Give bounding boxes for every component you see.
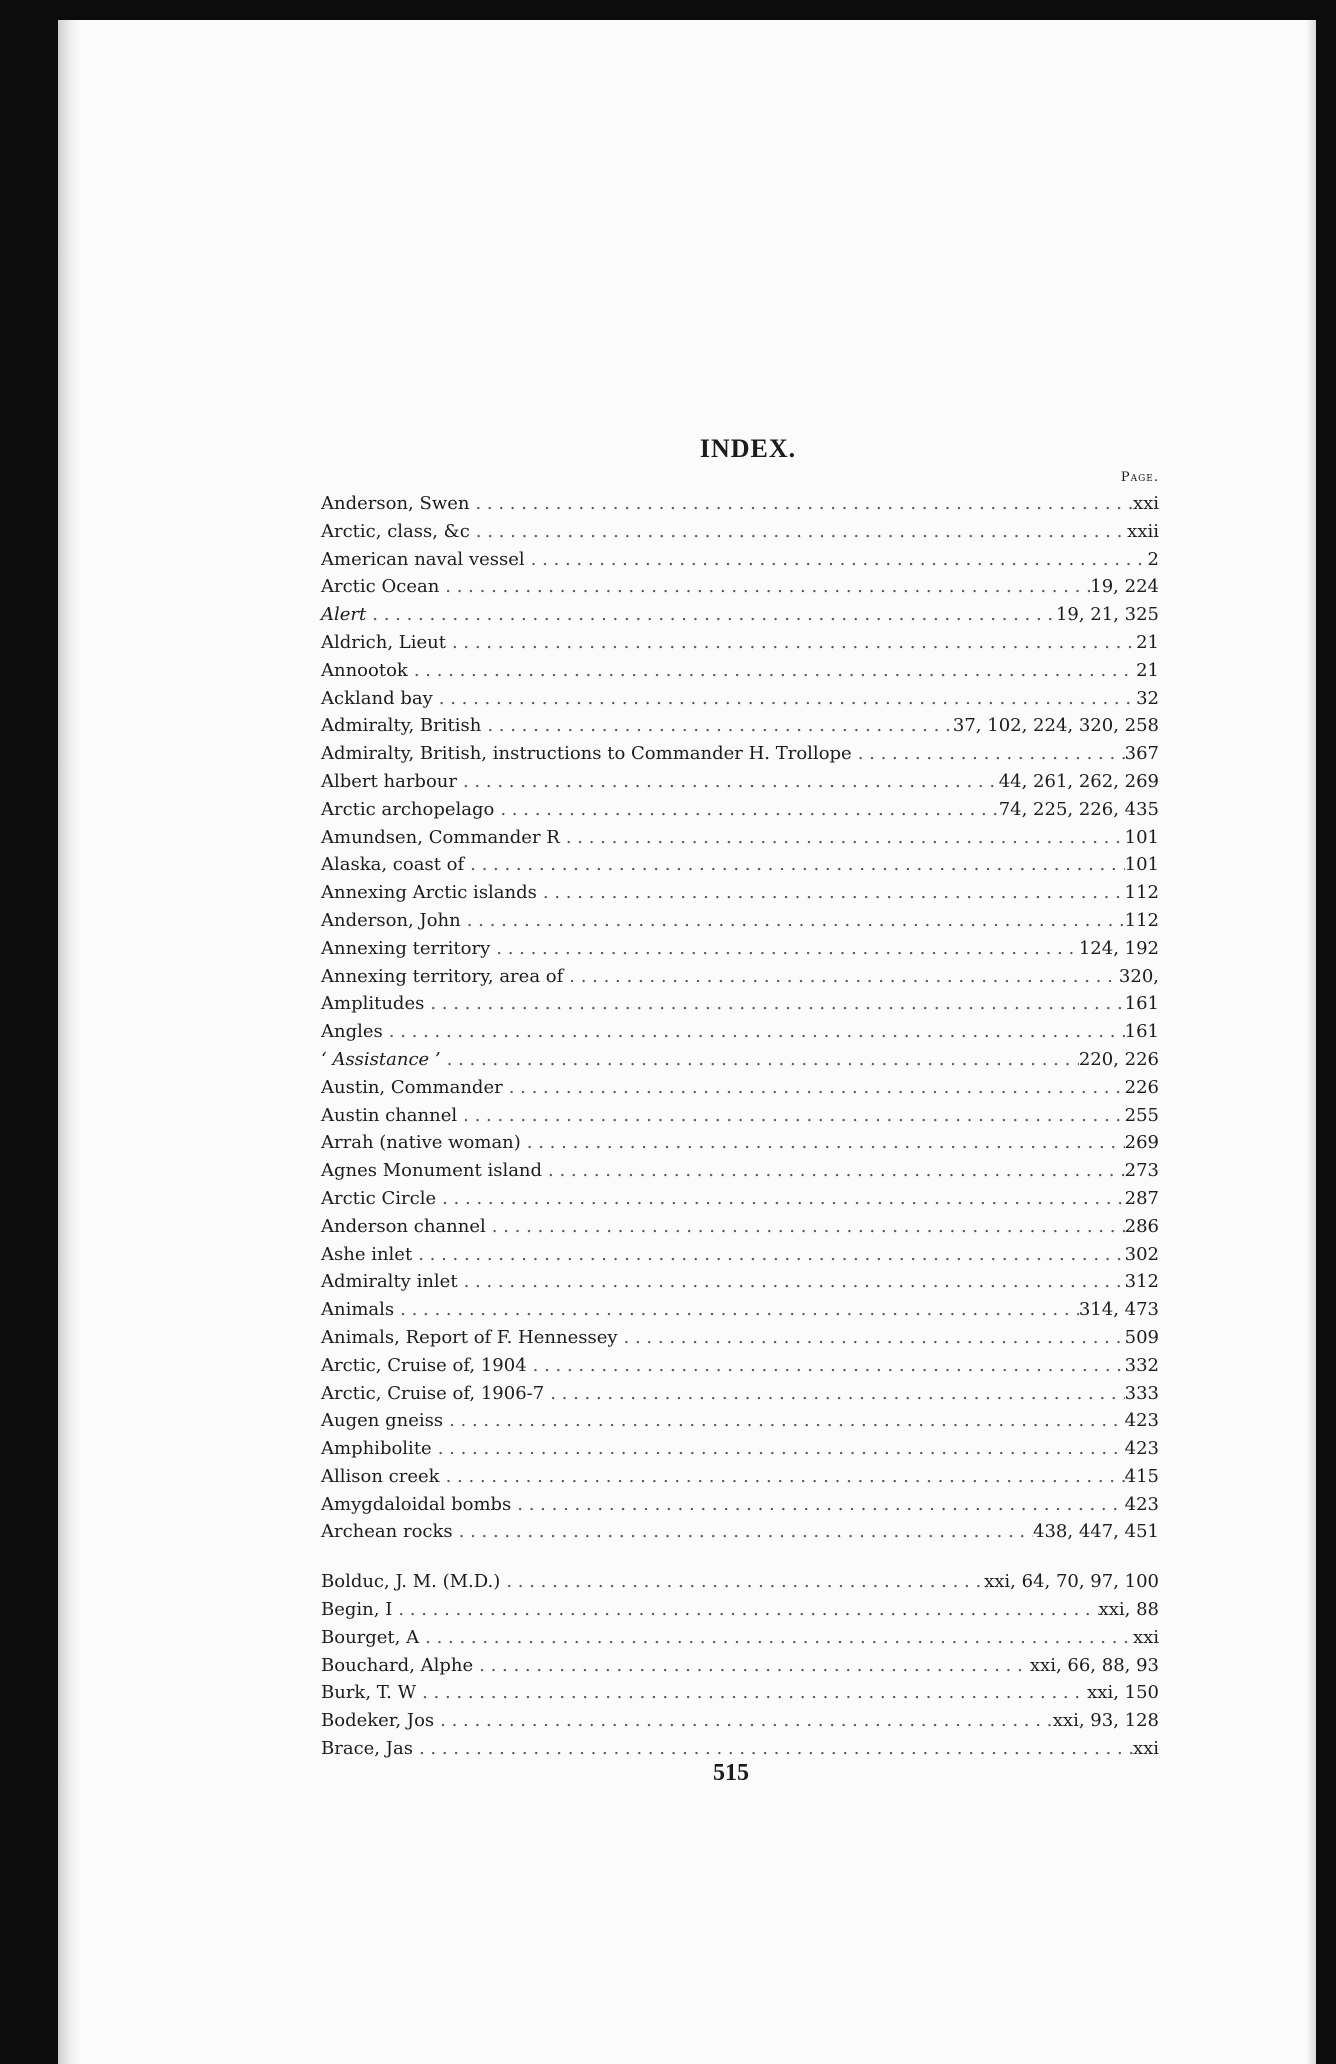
dot-leader — [412, 1241, 1124, 1269]
entry-name: Austin channel — [321, 1104, 458, 1126]
entry-name: Amygdaloidal bombs — [321, 1493, 512, 1515]
entry-name: Annootok — [321, 659, 408, 681]
index-entry — [263, 685, 1163, 713]
index-entry — [263, 1268, 1163, 1296]
entry-name: Admiralty, British — [321, 715, 482, 737]
dot-leader — [486, 1213, 1125, 1241]
index-entry — [263, 1518, 1163, 1546]
index-entry — [263, 907, 1163, 935]
entry-name: Ackland bay — [321, 687, 433, 709]
entry-name: Ashe inlet — [321, 1243, 413, 1265]
entry-name: Annexing territory — [321, 937, 491, 959]
entry-pages: 287 — [1124, 1187, 1159, 1209]
index-entry — [263, 1463, 1163, 1491]
entry-name: Arctic, Cruise of, 1906-7 — [321, 1382, 545, 1404]
entry-pages: 124, 192 — [1078, 937, 1159, 959]
page-number: 515 — [713, 1760, 749, 1786]
book-page — [58, 20, 1316, 2064]
index-entry — [263, 1157, 1163, 1185]
page-column-header: Page. — [1120, 470, 1159, 485]
entry-pages: xxi, 66, 88, 93 — [1029, 1654, 1159, 1676]
entry-name: Admiralty inlet — [321, 1271, 458, 1293]
dot-leader — [503, 1074, 1125, 1102]
entry-pages: 367 — [1124, 743, 1159, 765]
entry-pages: 112 — [1124, 882, 1159, 904]
entry-name: Agnes Monument island — [321, 1160, 543, 1182]
dot-leader — [436, 1185, 1125, 1213]
dot-leader — [852, 740, 1125, 768]
entry-pages: 2 — [1147, 548, 1159, 570]
entry-name: Arctic archopelago — [321, 798, 495, 820]
index-entry — [263, 1596, 1163, 1624]
dot-leader — [440, 1463, 1125, 1491]
index-entry — [263, 1213, 1163, 1241]
dot-leader — [560, 824, 1125, 852]
dot-leader — [383, 1018, 1125, 1046]
entry-pages: xxi — [1132, 493, 1159, 514]
dot-leader — [446, 629, 1136, 657]
entry-name: Aldrich, Lieut — [321, 631, 446, 653]
entry-name: Bolduc, J. M. (M.D.) — [321, 1571, 501, 1593]
entry-name: Archean rocks — [321, 1521, 453, 1543]
entry-pages: xxi, 88 — [1098, 1599, 1159, 1621]
index-entry — [263, 1352, 1163, 1380]
entry-pages: 220, 226 — [1078, 1048, 1159, 1070]
entry-name: Arrah (native woman) — [321, 1132, 521, 1154]
entry-pages: 312 — [1124, 1271, 1159, 1293]
entry-name: Bodeker, Jos — [321, 1710, 435, 1732]
page-edge-shadow — [1306, 20, 1316, 2064]
entry-pages: 269 — [1124, 1132, 1159, 1154]
entry-name: Arctic Ocean — [321, 576, 440, 598]
index-entry — [263, 1380, 1163, 1408]
index-content — [263, 432, 1163, 1763]
entry-pages: 19, 224 — [1090, 576, 1159, 598]
section-gap — [263, 1546, 1163, 1568]
dot-leader — [527, 1352, 1125, 1380]
index-entry — [263, 1129, 1163, 1157]
index-entry — [263, 1491, 1163, 1519]
entry-pages: 37, 102, 224, 320, 258 — [952, 715, 1159, 737]
dot-leader — [563, 963, 1119, 991]
entry-name: Austin, Commander — [321, 1076, 503, 1098]
dot-leader — [537, 879, 1125, 907]
index-entry — [263, 1102, 1163, 1130]
index-entry — [263, 657, 1163, 685]
entry-name: Animals — [321, 1299, 395, 1321]
index-entry — [263, 490, 1163, 518]
dot-leader — [494, 796, 998, 824]
entry-name: Bourget, A — [321, 1626, 420, 1648]
index-entry — [263, 1074, 1163, 1102]
entry-name: Alaska, coast of — [321, 854, 465, 876]
entry-name: Allison creek — [321, 1465, 440, 1487]
index-entry — [263, 629, 1163, 657]
dot-leader — [511, 1491, 1124, 1519]
index-list-a — [263, 490, 1163, 1546]
entry-name: Amphibolite — [321, 1438, 432, 1460]
index-entry — [263, 1407, 1163, 1435]
entry-pages: 286 — [1124, 1215, 1159, 1237]
index-entry — [263, 740, 1163, 768]
entry-name: Arctic Circle — [321, 1187, 437, 1209]
index-entry — [263, 935, 1163, 963]
dot-leader — [434, 1707, 1053, 1735]
entry-name: Arctic, class, &c — [321, 520, 470, 542]
index-entry — [263, 1046, 1163, 1074]
dot-leader — [469, 490, 1132, 518]
entry-pages: 32 — [1136, 687, 1159, 709]
index-entry — [263, 1018, 1163, 1046]
dot-leader — [416, 1679, 1087, 1707]
dot-leader — [413, 1735, 1133, 1763]
entry-name: Burk, T. W — [321, 1682, 417, 1704]
dot-leader — [461, 907, 1125, 935]
index-entry — [263, 573, 1163, 601]
entry-name: Amplitudes — [321, 993, 425, 1015]
entry-pages: 112 — [1124, 909, 1159, 931]
index-entry — [263, 1241, 1163, 1269]
index-entry — [263, 712, 1163, 740]
entry-pages: 438, 447, 451 — [1033, 1521, 1159, 1543]
index-entry — [263, 1707, 1163, 1735]
entry-pages: 332 — [1124, 1354, 1159, 1376]
entry-name: Annexing territory, area of — [321, 965, 564, 987]
dot-leader — [457, 768, 999, 796]
entry-pages: 423 — [1124, 1438, 1159, 1460]
index-entry — [263, 1296, 1163, 1324]
index-entry — [263, 796, 1163, 824]
index-entry — [263, 879, 1163, 907]
entry-name: Angles — [321, 1021, 383, 1043]
entry-name: Amundsen, Commander R — [321, 826, 560, 848]
dot-leader — [394, 1296, 1079, 1324]
entry-name: Anderson, Swen — [321, 493, 470, 514]
index-entry — [263, 1624, 1163, 1652]
entry-pages: 101 — [1124, 854, 1159, 876]
dot-leader — [458, 1268, 1125, 1296]
entry-pages: 21 — [1136, 659, 1159, 681]
index-entry — [263, 851, 1163, 879]
entry-name: Alert — [321, 604, 367, 626]
page-gutter-shadow — [58, 20, 82, 2064]
entry-pages: 314, 473 — [1078, 1299, 1159, 1321]
entry-pages: xxi, 64, 70, 97, 100 — [984, 1571, 1159, 1593]
entry-name: Annexing Arctic islands — [321, 882, 537, 904]
dot-leader — [392, 1596, 1098, 1624]
dot-leader — [500, 1568, 984, 1596]
index-entry — [263, 1652, 1163, 1680]
dot-leader — [618, 1324, 1125, 1352]
dot-leader — [473, 1652, 1030, 1680]
dot-leader — [457, 1102, 1125, 1130]
entry-name: Albert harbour — [321, 770, 457, 792]
entry-name: Animals, Report of F. Hennessey — [321, 1326, 618, 1348]
entry-pages: 74, 225, 226, 435 — [998, 798, 1159, 820]
index-entry — [263, 546, 1163, 574]
index-entry — [263, 1435, 1163, 1463]
entry-pages: 255 — [1124, 1104, 1159, 1126]
entry-pages: 423 — [1124, 1410, 1159, 1432]
dot-leader — [544, 1380, 1124, 1408]
dot-leader — [432, 1435, 1125, 1463]
index-entry — [263, 518, 1163, 546]
dot-leader — [525, 546, 1148, 574]
entry-pages: 101 — [1124, 826, 1159, 848]
dot-leader — [439, 573, 1090, 601]
entry-pages: xxi, 150 — [1087, 1682, 1159, 1704]
entry-pages: 320, — [1118, 965, 1159, 987]
entry-name: Anderson channel — [321, 1215, 486, 1237]
dot-leader — [453, 1518, 1033, 1546]
index-entry — [263, 768, 1163, 796]
entry-name: Augen gneiss — [321, 1410, 444, 1432]
entry-pages: xxi, 93, 128 — [1052, 1710, 1159, 1732]
entry-name: Begin, I — [321, 1599, 393, 1621]
dot-leader — [481, 712, 953, 740]
entry-name: Bouchard, Alphe — [321, 1654, 474, 1676]
entry-name: Admiralty, British, instructions to Commander H. Trollope — [321, 743, 852, 765]
entry-pages: 19, 21, 325 — [1055, 604, 1159, 626]
entry-pages: 415 — [1124, 1465, 1159, 1487]
entry-name: American naval vessel — [321, 548, 525, 570]
dot-leader — [419, 1624, 1133, 1652]
entry-pages: 509 — [1124, 1326, 1159, 1348]
entry-pages: 302 — [1124, 1243, 1159, 1265]
entry-pages: 273 — [1124, 1160, 1159, 1182]
index-list-b — [263, 1568, 1163, 1763]
dot-leader — [542, 1157, 1125, 1185]
index-entry — [263, 1735, 1163, 1763]
index-entry — [263, 1324, 1163, 1352]
index-entry — [263, 990, 1163, 1018]
index-entry — [263, 824, 1163, 852]
entry-pages: 161 — [1124, 1021, 1159, 1043]
entry-pages: xxi — [1132, 1626, 1159, 1648]
dot-leader — [443, 1407, 1125, 1435]
index-entry — [263, 1568, 1163, 1596]
entry-pages: 423 — [1124, 1493, 1159, 1515]
entry-pages: 161 — [1124, 993, 1159, 1015]
entry-pages: 21 — [1136, 631, 1159, 653]
index-title: INDEX. — [699, 434, 797, 463]
dot-leader — [366, 601, 1056, 629]
entry-pages: 226 — [1124, 1076, 1159, 1098]
dot-leader — [408, 657, 1136, 685]
index-entry — [263, 1679, 1163, 1707]
dot-leader — [521, 1129, 1125, 1157]
dot-leader — [490, 935, 1079, 963]
entry-pages: 333 — [1124, 1382, 1159, 1404]
dot-leader — [433, 685, 1136, 713]
index-entry — [263, 963, 1163, 991]
index-entry — [263, 1185, 1163, 1213]
entry-pages: xxii — [1127, 520, 1159, 542]
entry-name: Anderson, John — [321, 909, 461, 931]
dot-leader — [424, 990, 1124, 1018]
dot-leader — [470, 518, 1127, 546]
entry-name: Brace, Jas — [321, 1738, 413, 1760]
dot-leader — [441, 1046, 1079, 1074]
entry-name: ‘ Assistance ’ — [321, 1048, 441, 1070]
dot-leader — [464, 851, 1124, 879]
index-entry — [263, 601, 1163, 629]
entry-name: Arctic, Cruise of, 1904 — [321, 1354, 527, 1376]
entry-pages: 44, 261, 262, 269 — [998, 770, 1159, 792]
entry-pages: xxi — [1132, 1738, 1159, 1760]
